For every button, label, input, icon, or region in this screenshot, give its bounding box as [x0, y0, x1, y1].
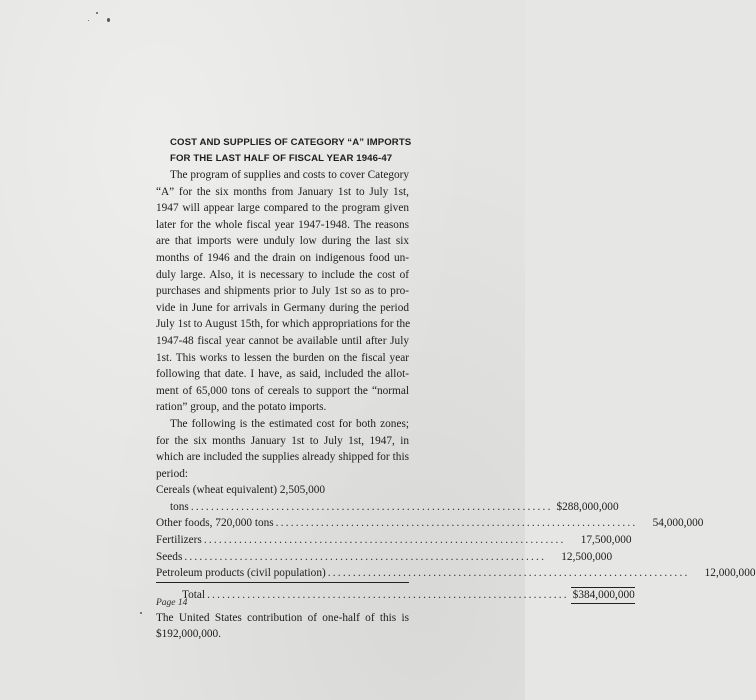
cost-table [156, 482, 756, 604]
paragraph-line: July 1st to August 15th, for which appropriations for the [156, 318, 411, 331]
paragraph-3 [156, 610, 409, 643]
paragraph-line: 1947 will appear large compared to the program given [156, 202, 409, 215]
row-amount: 54,000,000 [652, 517, 704, 530]
document-body [156, 135, 756, 643]
heading-line-2: FOR THE LAST HALF OF FISCAL YEAR 1946-47 [170, 153, 393, 164]
section-heading [156, 135, 412, 167]
paragraph-line: for the six months January 1st to July 1st, 1947, in [156, 434, 409, 447]
paragraph-2 [156, 416, 409, 482]
total-label: Total [182, 588, 206, 601]
scan-speck [140, 612, 142, 614]
paragraph-line: purchases and shipments prior to July 1st so as to pro- [156, 285, 409, 298]
dot-leader: ........................................................................ [275, 517, 638, 530]
row-label: Seeds [156, 550, 183, 563]
paragraph-line: months of 1946 and the drain on indigenous food un- [156, 251, 409, 264]
paragraph-line: 1947-48 fiscal year cannot be available until after July [156, 334, 409, 347]
paragraph-line: ration” group, and the potato imports. [156, 401, 327, 414]
scan-speck [107, 18, 110, 22]
paragraph-line: duly large. Also, it is necessary to include the cost of [156, 268, 409, 281]
paragraph-line: which are included the supplies already shipped for this [156, 451, 409, 464]
scan-speck [88, 20, 89, 21]
row-label: Fertilizers [156, 534, 202, 547]
heading-line-1: COST AND SUPPLIES OF CATEGORY “A” IMPORTS [170, 137, 412, 148]
total-amount: $384,000,000 [571, 587, 635, 604]
row-amount: 12,000,000 [704, 567, 756, 580]
dot-leader: ........................................................................ [327, 567, 690, 580]
paragraph-line: The program of supplies and costs to cover Category [170, 169, 410, 181]
paragraph-line: period: [156, 467, 188, 480]
dot-leader: ........................................................................ [184, 550, 547, 563]
table-row [156, 565, 756, 583]
paragraph-1 [156, 167, 409, 416]
page-number: Page 14 [156, 598, 188, 608]
row-amount: $288,000,000 [556, 500, 619, 513]
paragraph-line: following that date. I have, as said, included the allot- [156, 368, 409, 381]
dot-leader: ........................................................................ [190, 500, 553, 513]
table-row [156, 532, 632, 549]
row-amount: 12,500,000 [561, 550, 613, 563]
paragraph-line: 1st. This works to lessen the burden on the fiscal year [156, 351, 409, 364]
dot-leader: ........................................................................ [203, 534, 566, 547]
row-label: tons [170, 500, 189, 513]
row-label: Cereals (wheat equivalent) 2,505,000 [156, 484, 326, 497]
table-row [156, 499, 619, 516]
paragraph-line: $192,000,000. [156, 628, 221, 641]
dot-leader: ........................................................................ [207, 588, 569, 601]
paragraph-line: ment of 65,000 tons of cereals to support the “normal [156, 384, 409, 397]
paragraph-line: vide in June for arrivals in Germany during the period [156, 301, 409, 314]
table-row [156, 482, 409, 499]
scan-speck [96, 12, 98, 14]
paragraph-line: The following is the estimated cost for both zones; [170, 417, 409, 430]
paragraph-line: are that imports were unduly low during the last six [156, 235, 409, 248]
row-amount: 17,500,000 [580, 534, 632, 547]
paragraph-line: The United States contribution of one-half of this is [156, 611, 409, 624]
row-label: Petroleum products (civil population) [156, 567, 326, 580]
total-row [156, 587, 635, 604]
table-row [156, 549, 613, 566]
paragraph-line: later for the whole fiscal year 1947-1948. The reasons [156, 218, 409, 231]
paragraph-line: “A” for the six months from January 1st to July 1st, [156, 185, 409, 198]
row-label: Other foods, 720,000 tons [156, 517, 274, 530]
table-row [156, 515, 704, 532]
